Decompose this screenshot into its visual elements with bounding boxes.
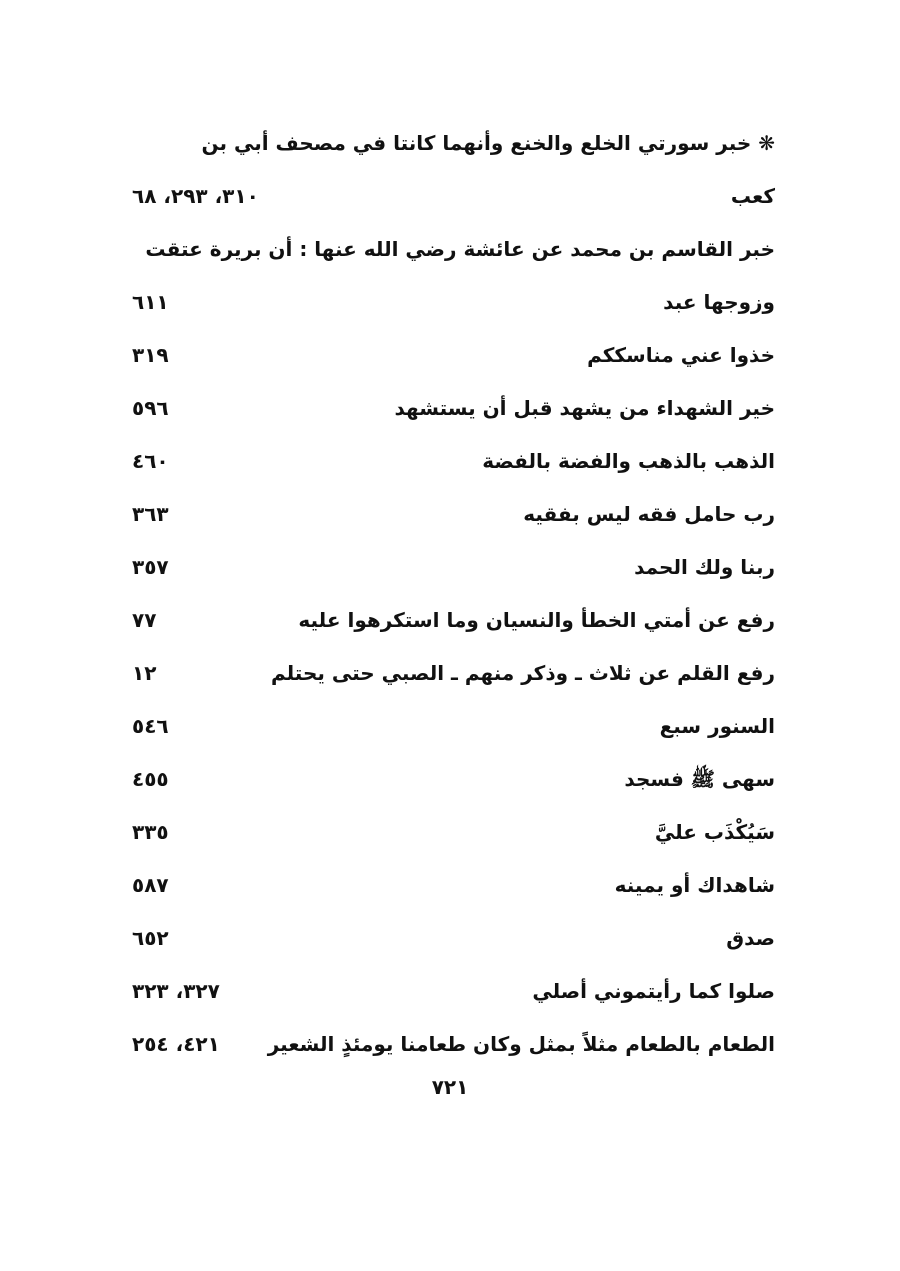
page-number: ٧٢١ — [431, 1075, 469, 1099]
entry-pages: ٦٥٢ — [132, 926, 169, 950]
entry-pages: ٥٩٦ — [132, 396, 169, 420]
entry-text: شاهداك أو يمينه — [614, 873, 775, 897]
index-entry — [120, 176, 775, 216]
entry-pages: ٣٥٧ — [132, 555, 169, 579]
entry-text: سَيُكْذَب عليَّ — [654, 820, 775, 844]
entry-text: خذوا عني مناسككم — [587, 343, 775, 367]
index-entry — [120, 494, 775, 534]
entry-text: رب حامل فقه ليس بفقيه — [523, 502, 775, 526]
entry-text: صلوا كما رأيتموني أصلي — [532, 979, 775, 1003]
entry-pages: ٤٥٥ — [132, 767, 169, 791]
entry-text: سهى ﷺ فسجد — [624, 767, 775, 791]
index-entry — [120, 865, 775, 905]
entry-pages: ٣٣٥ — [132, 820, 169, 844]
index-entry — [120, 335, 775, 375]
index-entry — [120, 918, 775, 958]
index-entry — [120, 441, 775, 481]
entry-pages: ٥٤٦ — [132, 714, 169, 738]
entry-text: السنور سبع — [659, 714, 775, 738]
entry-pages: ٣١٠، ٢٩٣، ٦٨ — [132, 184, 259, 208]
entry-text: الطعام بالطعام مثلاً بمثل وكان طعامنا يومئذٍ الشعير — [267, 1032, 775, 1056]
index-entry — [120, 123, 775, 163]
entry-pages: ٦١١ — [132, 290, 169, 314]
entry-text: خير الشهداء من يشهد قبل أن يستشهد — [394, 396, 775, 420]
index-entry — [120, 759, 775, 799]
entry-text: وزوجها عبد — [663, 290, 775, 314]
entry-text: الذهب بالذهب والفضة بالفضة — [482, 449, 775, 473]
index-entry — [120, 600, 775, 640]
entry-pages: ٧٧ — [132, 608, 157, 632]
entry-pages: ١٢ — [132, 661, 157, 685]
entry-text: خبر القاسم بن محمد عن عائشة رضي الله عنها : أن بريرة عتقت — [145, 237, 775, 261]
entry-pages: ٣٦٣ — [132, 502, 169, 526]
index-entry — [120, 706, 775, 746]
entry-text: ❋ خبر سورتي الخلع والخنع وأنهما كانتا في مصحف أبي بن — [201, 131, 775, 155]
entry-text: ربنا ولك الحمد — [634, 555, 775, 579]
index-entry — [120, 547, 775, 587]
entry-text: رفع القلم عن ثلاث ـ وذكر منهم ـ الصبي حتى يحتلم — [270, 661, 775, 685]
index-entry — [120, 388, 775, 428]
entry-pages: ٥٨٧ — [132, 873, 169, 897]
index-entry — [120, 971, 775, 1011]
index-entry — [120, 229, 775, 269]
entry-pages: ٣٢٧، ٣٢٣ — [132, 979, 220, 1003]
index-entry — [120, 653, 775, 693]
entry-text: كعب — [730, 184, 775, 208]
entry-text: صدق — [726, 926, 775, 950]
entry-text: رفع عن أمتي الخطأ والنسيان وما استكرهوا عليه — [298, 608, 775, 632]
entry-pages: ٤٢١، ٢٥٤ — [132, 1032, 220, 1056]
index-entry — [120, 282, 775, 322]
index-entry — [120, 1024, 775, 1064]
index-entry — [120, 812, 775, 852]
entry-pages: ٣١٩ — [132, 343, 169, 367]
entry-pages: ٤٦٠ — [132, 449, 169, 473]
